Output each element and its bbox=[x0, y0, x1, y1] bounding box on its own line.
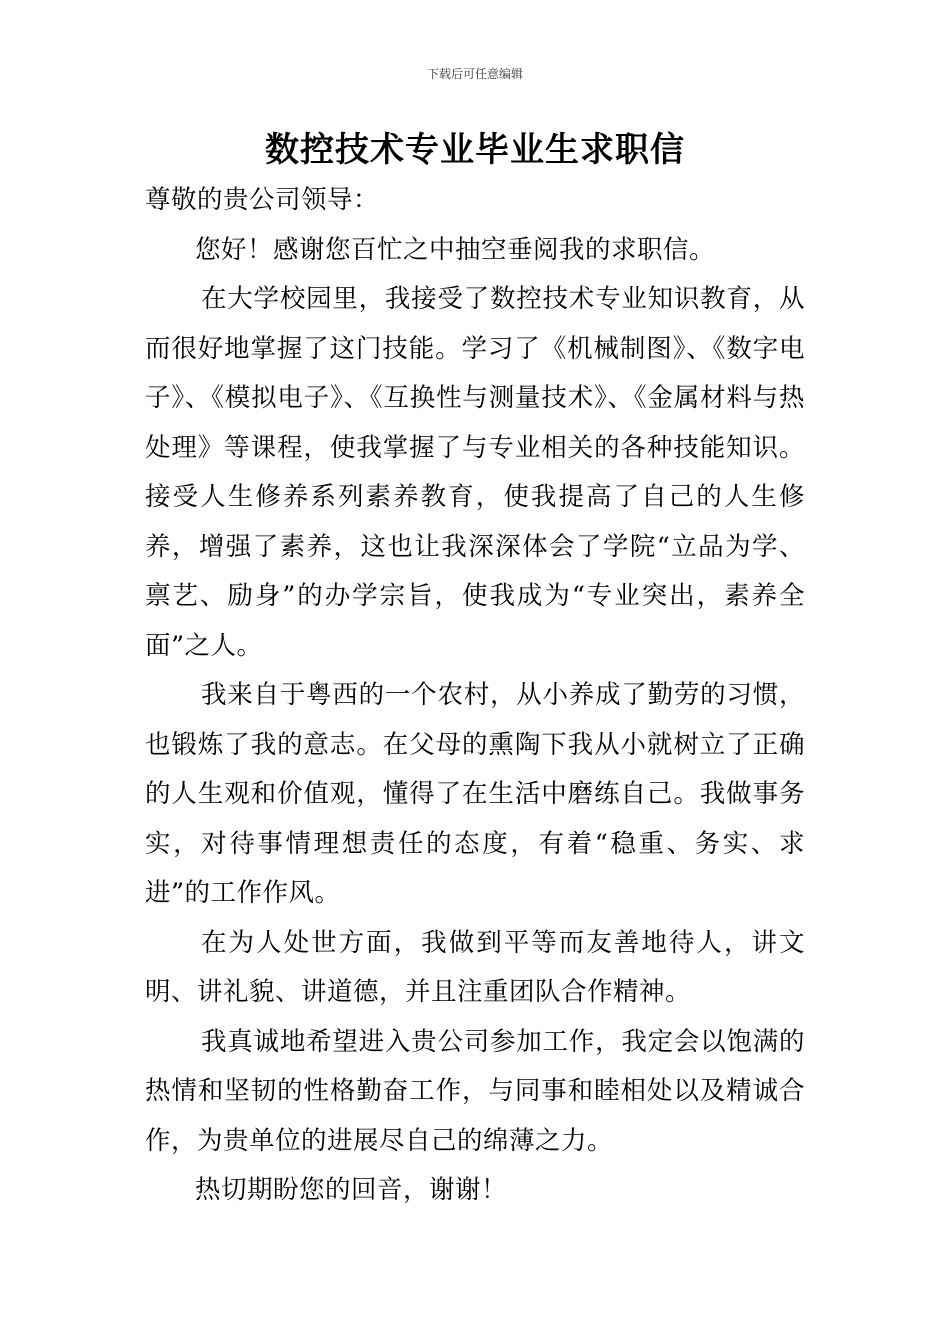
letter-body bbox=[145, 176, 805, 1216]
paragraph-conduct: 在为人处世方面，我做到平等而友善地待人，讲文明、讲礼貌、讲道德，并且注重团队合作精神。 bbox=[145, 927, 805, 1007]
paragraph-education: 在大学校园里，我接受了数控技术专业知识教育，从而很好地掌握了这门技能。学习了《机械制图》、《数字电子》、《模拟电子》、《互换性与测量技术》、《金属材料与热处理》等课程，使我掌握了与专业相关的各种技能知识。接受人生修养系列素养教育，使我提高了自己的人生修养，增强了素养，这也让我深深体会了学院“立品为学、禀艺、励身”的办学宗旨，使我成为“专业突出，素养全面”之人。 bbox=[145, 284, 805, 661]
paragraph-aspiration: 我真诚地希望进入贵公司参加工作，我定会以饱满的热情和坚韧的性格勤奋工作，与同事和睦相处以及精诚合作，为贵单位的进展尽自己的绵薄之力。 bbox=[145, 1026, 805, 1156]
header-note: 下载后可任意编辑 bbox=[426, 67, 523, 81]
paragraph-closing: 热切期盼您的回音，谢谢！ bbox=[195, 1175, 508, 1205]
page-title: 数控技术专业毕业生求职信 bbox=[265, 130, 685, 170]
salutation: 尊敬的贵公司领导： bbox=[145, 185, 380, 215]
paragraph-background: 我来自于粤西的一个农村，从小养成了勤劳的习惯，也锻炼了我的意志。在父母的熏陶下我从小就树立了正确的人生观和价值观，懂得了在生活中磨练自己。我做事务实，对待事情理想责任的态度，有着“稳重、务实、求进”的工作作风。 bbox=[145, 680, 805, 908]
paragraph-greeting: 您好！感谢您百忙之中抽空垂阅我的求职信。 bbox=[195, 234, 716, 265]
